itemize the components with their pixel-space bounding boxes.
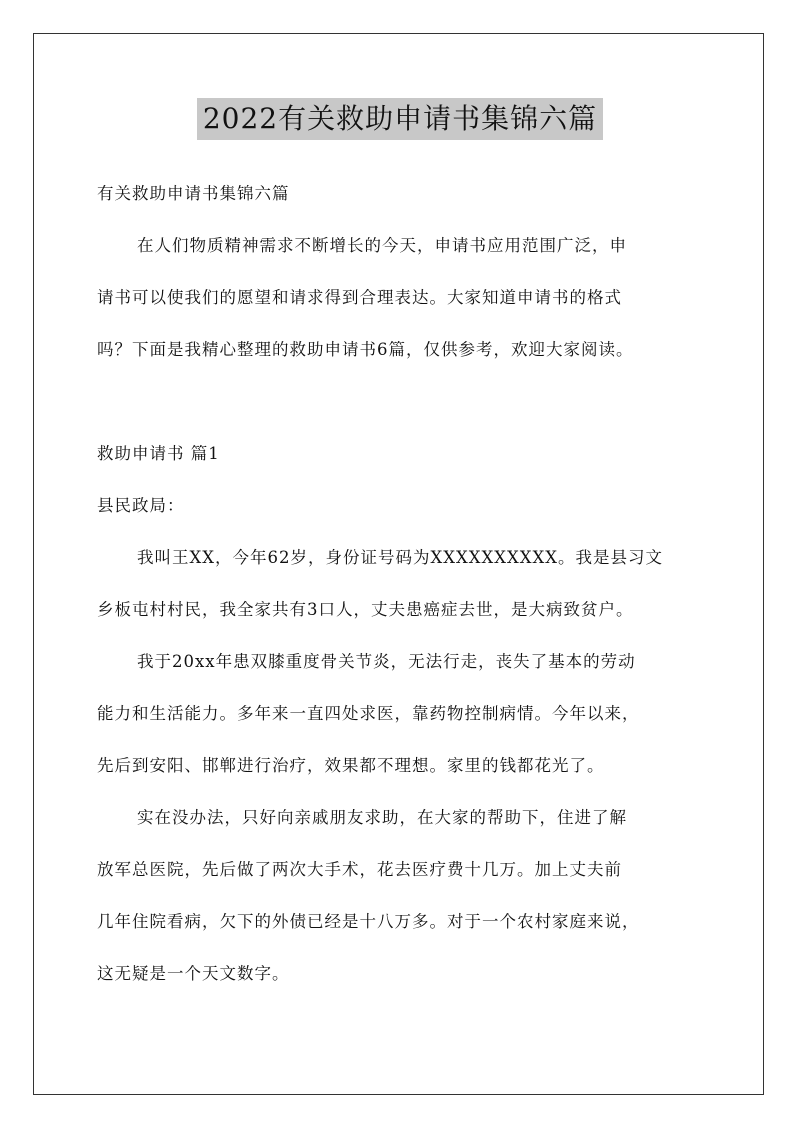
document-title: 2022有关救助申请书集锦六篇 xyxy=(197,98,603,140)
intro-line: 请书可以使我们的愿望和请求得到合理表达。大家知道申请书的格式 xyxy=(97,288,622,307)
paragraph-line: 放军总医院，先后做了两次大手术，花去医疗费十几万。加上丈夫前 xyxy=(97,860,622,879)
document-body xyxy=(97,168,717,1000)
document-subtitle: 有关救助申请书集锦六篇 xyxy=(97,184,290,203)
paragraph-line: 几年住院看病，欠下的外债已经是十八万多。对于一个农村家庭来说， xyxy=(97,912,640,931)
paragraph-line: 能力和生活能力。多年来一直四处求医，靠药物控制病情。今年以来， xyxy=(97,704,640,723)
paragraph-line: 我于20xx年患双膝重度骨关节炎，无法行走，丧失了基本的劳动 xyxy=(137,652,636,671)
title-container xyxy=(0,98,800,140)
paragraph-line: 我叫王XX，今年62岁，身份证号码为XXXXXXXXXX。我是县习文 xyxy=(137,548,663,567)
paragraph-line: 先后到安阳、邯郸进行治疗，效果都不理想。家里的钱都花光了。 xyxy=(97,756,605,775)
addressee: 县民政局： xyxy=(97,496,185,515)
intro-line: 吗？下面是我精心整理的救助申请书6篇，仅供参考，欢迎大家阅读。 xyxy=(97,340,634,359)
intro-line: 在人们物质精神需求不断增长的今天，申请书应用范围广泛，申 xyxy=(137,236,627,255)
paragraph-line: 这无疑是一个天文数字。 xyxy=(97,964,290,983)
section-heading: 救助申请书 篇1 xyxy=(97,444,220,463)
paragraph-line: 乡板屯村村民，我全家共有3口人，丈夫患癌症去世，是大病致贫户。 xyxy=(97,600,634,619)
paragraph-line: 实在没办法，只好向亲戚朋友求助，在大家的帮助下，住进了解 xyxy=(137,808,627,827)
spacer xyxy=(97,376,717,428)
